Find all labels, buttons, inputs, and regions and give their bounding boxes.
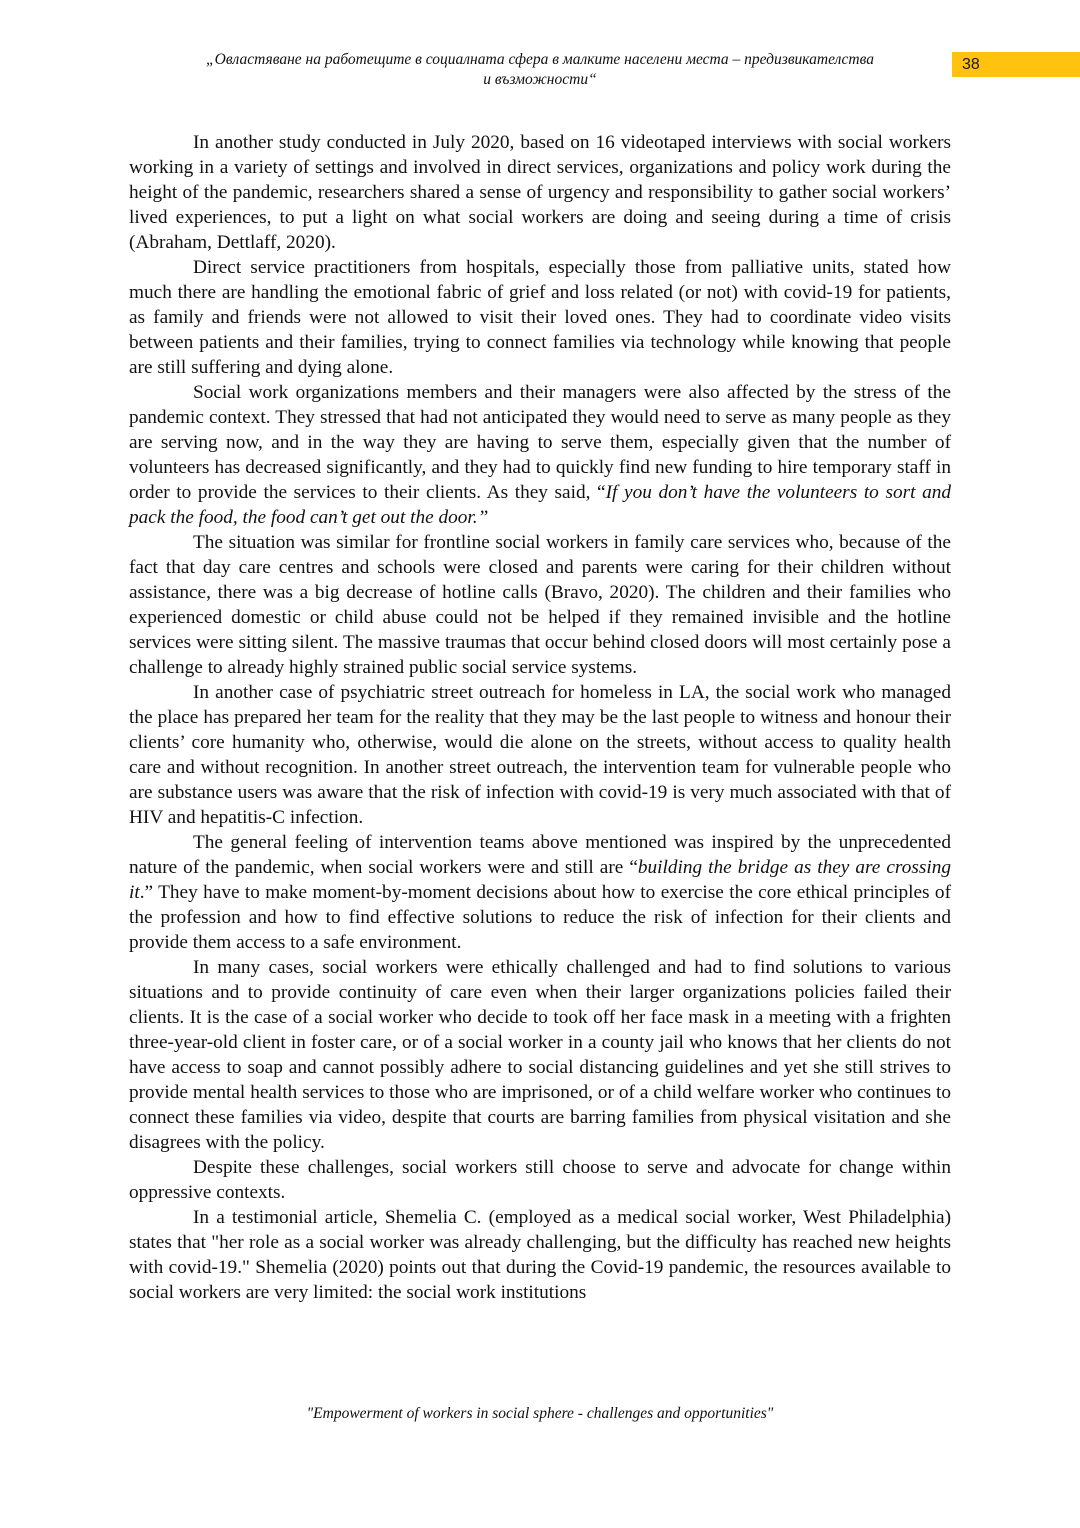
paragraph-3-text: Social work organizations members and their managers were also affected by the stress of the pandemic context. They stressed that had not anticipated they would need to serve as many people as they are serving now, and in the way they are having to serve them, especially given that the number of volunteers has decreased significantly, and they had to quickly find new funding to hire temporary staff in order to provide the services to their clients. As they said, “ (129, 382, 951, 503)
paragraph-3 (129, 380, 951, 530)
paragraph-8: Despite these challenges, social workers still choose to serve and advocate for change within oppressive contexts. (129, 1157, 951, 1203)
paragraph-6-quote: building the bridge as they are crossing it (129, 857, 951, 903)
header-title-line-1: „Овластяване на работещите в социалната сфера в малките населени места – предизвикателства (206, 51, 874, 68)
article-body (129, 130, 951, 1305)
paragraph-6 (129, 830, 951, 955)
paragraph-1: In another study conducted in July 2020, based on 16 videotaped interviews with social workers working in a variety of settings and involved in direct services, organizations and policy work during the height of the pandemic, researchers shared a sense of urgency and responsibility to gather social workers’ lived experiences, to put a light on what social workers are doing and seeing during a time of crisis (Abraham, Dettlaff, 2020). (129, 132, 951, 253)
paragraph-9: In a testimonial article, Shemelia C. (employed as a medical social worker, West Philadelphia) states that "her role as a social worker was already challenging, but the difficulty has reached new heights with covid-19." Shemelia (2020) points out that during the Covid-19 pandemic, the resources available to social workers are very limited: the social work institutions (129, 1207, 951, 1303)
footer-text: "Empowerment of workers in social sphere - challenges and opportunities" (306, 1405, 774, 1422)
page-number: 38 (962, 56, 980, 73)
header-title-line-2: и възможности“ (483, 71, 597, 88)
paragraph-3-quote: If you don’t have the volunteers to sort and pack the food, the food can’t get out the door.” (129, 482, 951, 528)
paragraph-6-text-start: The general feeling of intervention teams above mentioned was inspired by the unprecedented nature of the pandemic, when social workers were and still are “ (129, 832, 951, 878)
paragraph-4: The situation was similar for frontline social workers in family care services who, because of the fact that day care centres and schools were closed and parents were caring for their children without assistance, there was a big decrease of hotline calls (Bravo, 2020). The children and their families who experienced domestic or child abuse could not be helped if they remained invisible and the hotline services were sitting silent. The massive traumas that occur behind closed doors will most certainly pose a challenge to already highly strained public social service systems. (129, 532, 951, 678)
page-number-badge (952, 52, 1080, 77)
paragraph-5: In another case of psychiatric street outreach for homeless in LA, the social work who managed the place has prepared her team for the reality that they may be the last people to witness and honour their clients’ core humanity who, otherwise, would die alone on the streets, without access to quality health care and without recognition. In another street outreach, the intervention team for vulnerable people who are substance users was aware that the risk of infection with covid-19 is very much associated with that of HIV and hepatitis-C infection. (129, 682, 951, 828)
paragraph-2: Direct service practitioners from hospitals, especially those from palliative units, stated how much there are handling the emotional fabric of grief and loss related (or not) with covid-19 for patients, as family and friends were not allowed to visit their loved ones. They had to coordinate video visits between patients and their families, trying to connect families via technology while knowing that people are still suffering and dying alone. (129, 257, 951, 378)
paragraph-6-text-end: .” They have to make moment-by-moment decisions about how to exercise the core ethical principles of the profession and how to find effective solutions to reduce the risk of infection for their clients and provide them access to a safe environment. (129, 882, 951, 953)
paragraph-7: In many cases, social workers were ethically challenged and had to find solutions to various situations and to provide continuity of care even when their larger organizations policies failed their clients. It is the case of a social worker who decide to took off her face mask in a meeting with a frighten three-year-old client in foster care, or of a social worker in a county jail who knows that her clients do not have access to soap and cannot possibly adhere to social distancing guidelines and yet she still strives to provide mental health services to those who are imprisoned, or of a child welfare worker who continues to connect these families via video, despite that courts are barring families from physical visitation and she disagrees with the policy. (129, 957, 951, 1153)
running-footer (129, 1404, 951, 1424)
running-header (140, 50, 940, 90)
